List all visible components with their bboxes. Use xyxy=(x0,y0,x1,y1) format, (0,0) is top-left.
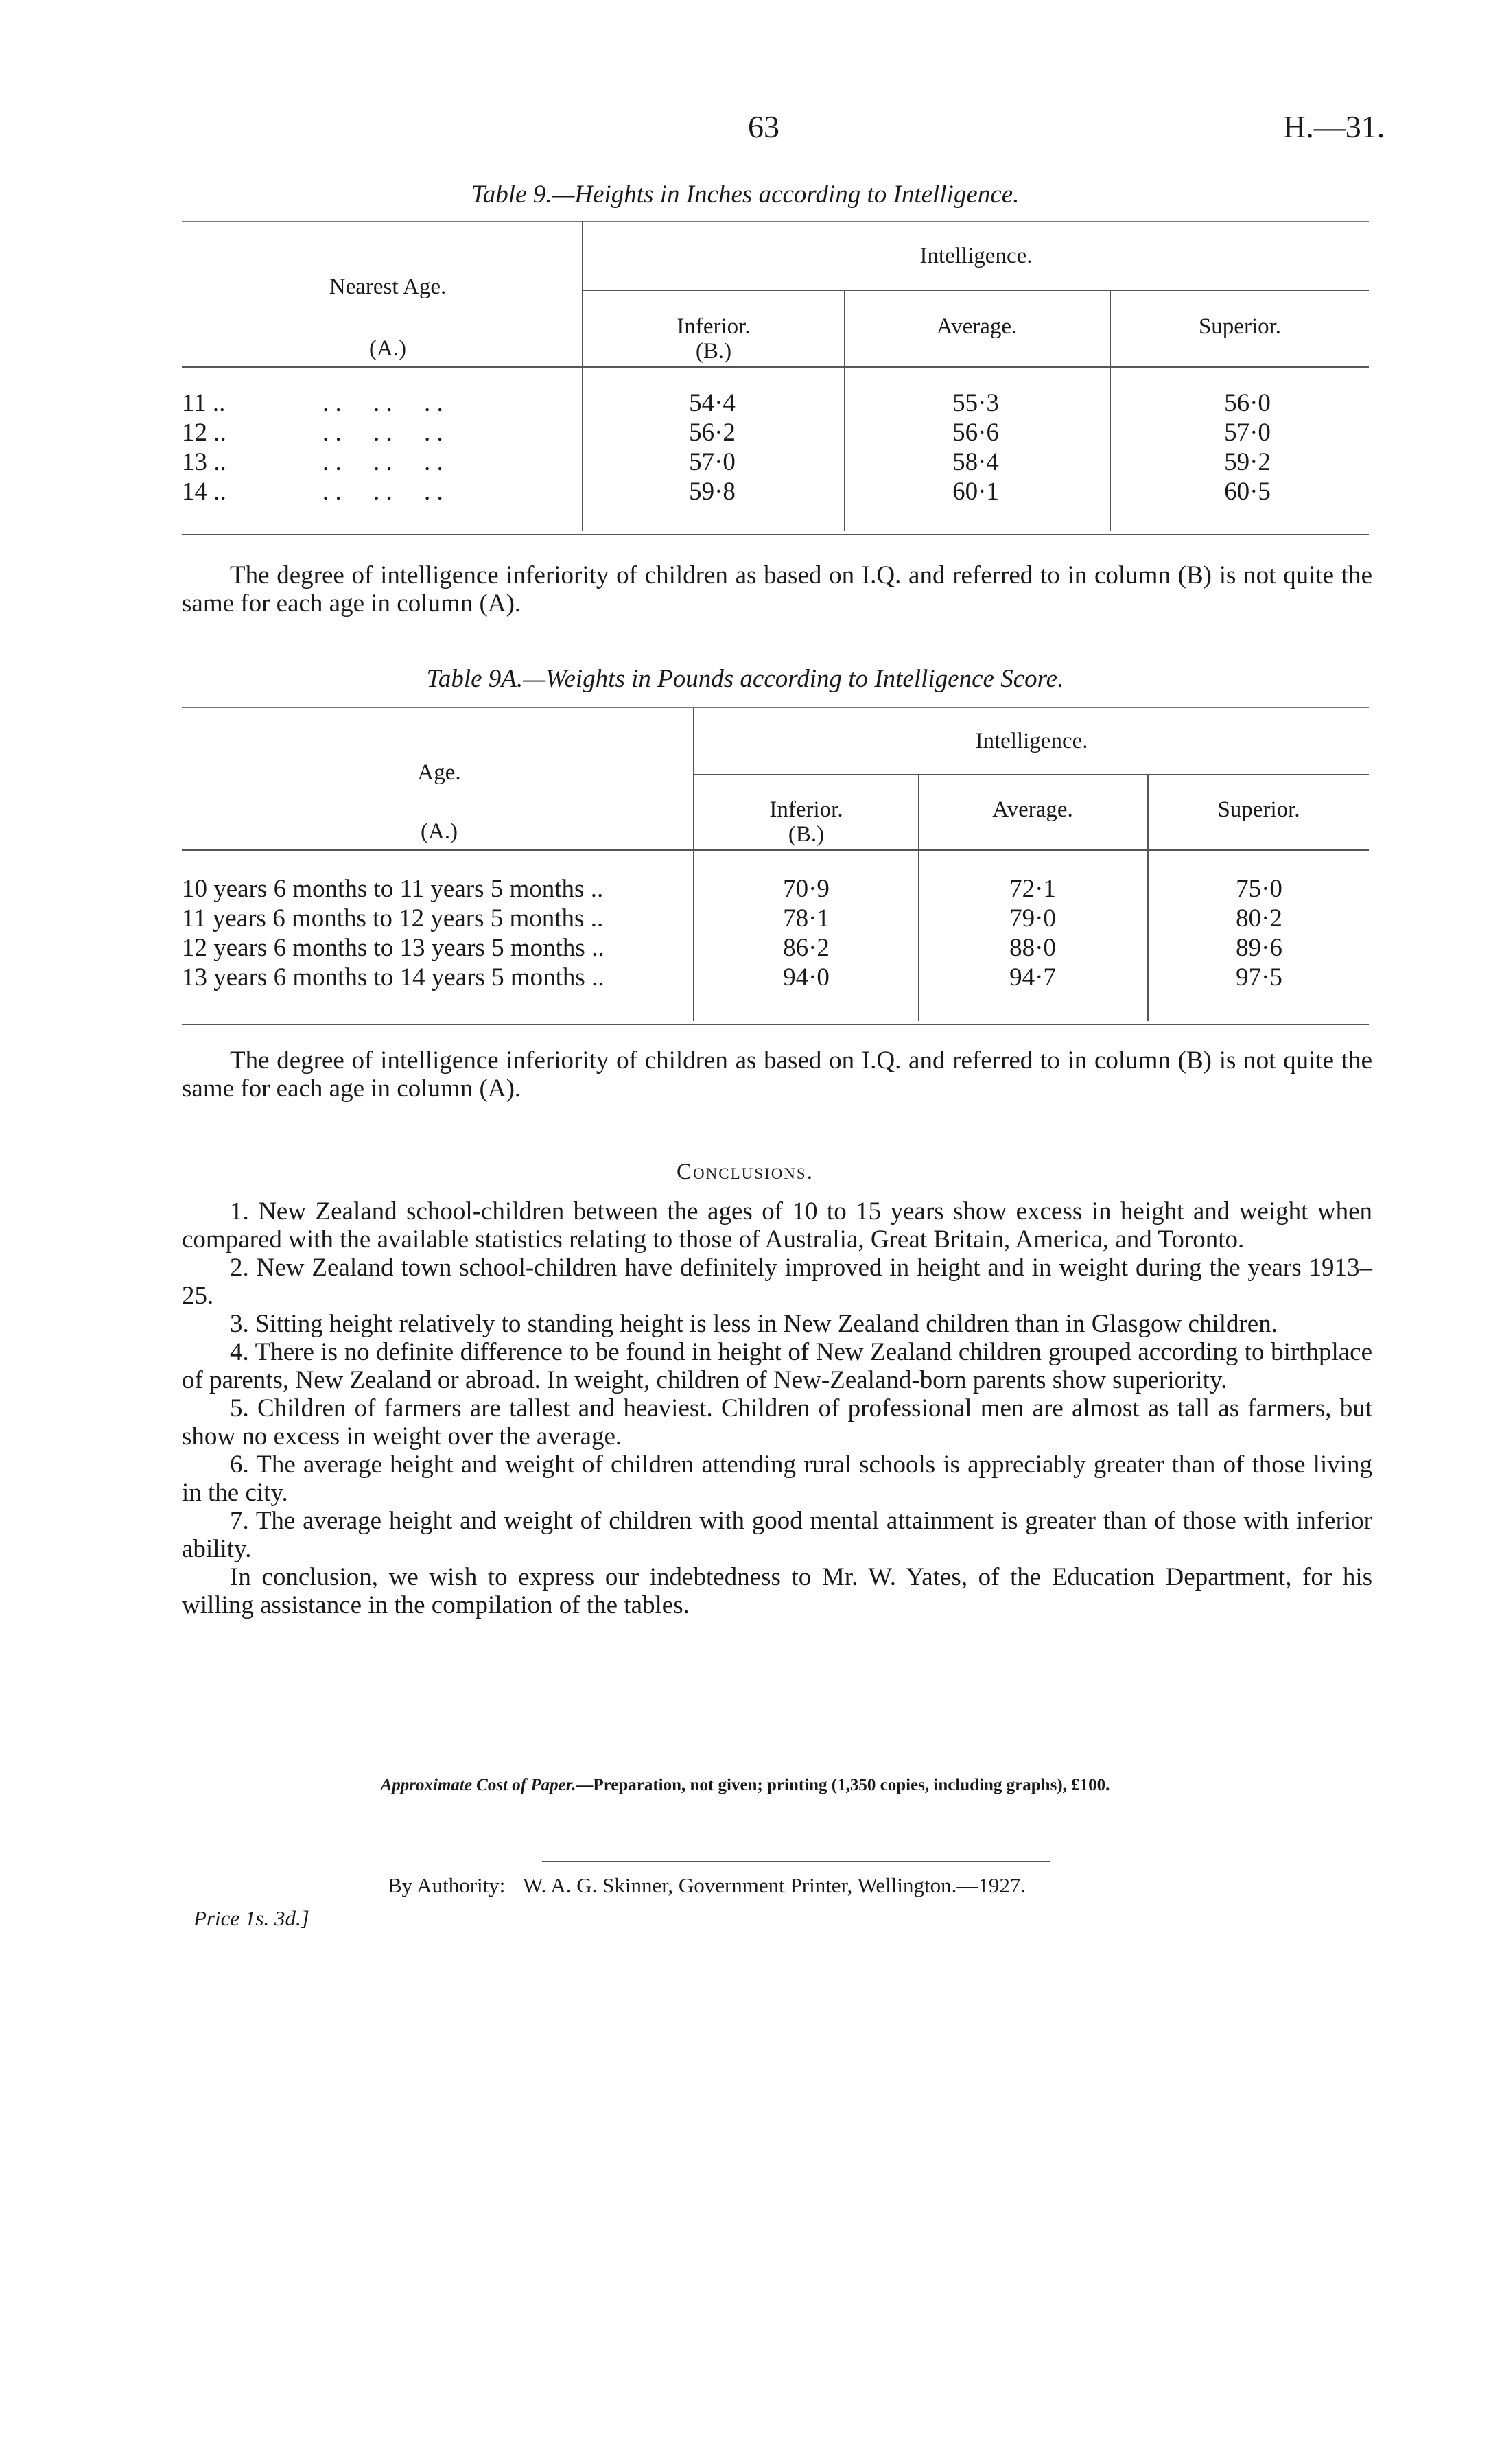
table9-group-header: Intelligence. xyxy=(919,244,1033,268)
table9-age-cell: 13 .. xyxy=(182,448,226,476)
conclusion-item: 2. New Zealand town school-children have definitely improved in height and in weight during the years 1913–25. xyxy=(182,1254,1372,1310)
authority-text: W. A. G. Skinner, Government Printer, Wellington.—1927. xyxy=(523,1873,1026,1897)
table9-age-code: (A.) xyxy=(368,336,407,361)
conclusion-item: 6. The average height and weight of children attending rural schools is appreciably greater than of those living in the city. xyxy=(182,1451,1372,1507)
table9a-value-superior: 97·5 xyxy=(1236,963,1282,992)
table9-value-superior: 57·0 xyxy=(1224,419,1271,447)
table9a-value-inferior: 78·1 xyxy=(783,904,830,932)
page-number: 63 xyxy=(748,109,779,144)
table9-value-superior: 60·5 xyxy=(1224,478,1271,506)
table9-note: The degree of intelligence inferiority of children as based on I.Q. and referred to in column (B) is not quite the same for each age in column (A). xyxy=(182,561,1372,618)
document-reference: H.—31. xyxy=(1283,109,1385,144)
table9-col-inferior-code: (B.) xyxy=(695,339,732,364)
table9-top-rule xyxy=(182,221,1369,222)
table9-value-average: 55·3 xyxy=(952,389,999,417)
conclusions-list xyxy=(182,1197,1372,1619)
table9a-group-rule xyxy=(694,774,1369,775)
cost-label: Approximate Cost of Paper. xyxy=(380,1776,576,1794)
table9a-group-header: Intelligence. xyxy=(975,729,1088,753)
table9-leader-dots: . . . . . . xyxy=(322,389,443,417)
authority-label: By Authority: xyxy=(388,1873,506,1897)
table9-value-inferior: 54·4 xyxy=(689,389,736,417)
table9a-value-average: 72·1 xyxy=(1009,875,1056,903)
table9a-age-cell: 11 years 6 months to 12 years 5 months .. xyxy=(182,904,604,932)
table9-value-superior: 56·0 xyxy=(1224,389,1271,417)
table9-leader-dots: . . . . . . xyxy=(322,419,443,447)
price: Price 1s. 3d.] xyxy=(193,1906,309,1930)
table9-age-cell: 11 .. xyxy=(182,389,226,417)
conclusions-closing: In conclusion, we wish to express our indebtedness to Mr. W. Yates, of the Education Department, for his willing assistance in the compilation of the tables. xyxy=(182,1563,1372,1619)
table9-leader-dots: . . . . . . xyxy=(322,448,443,476)
table9a-value-inferior: 86·2 xyxy=(783,934,830,962)
table9-age-cell: 14 .. xyxy=(182,478,226,506)
table9-caption-title: —Heights in Inches according to Intelligence. xyxy=(552,180,1020,209)
table9-header-rule xyxy=(182,366,1369,368)
conclusions-title xyxy=(128,1160,1363,1185)
table9a-header-rule xyxy=(182,849,1369,851)
cost-of-paper xyxy=(128,1776,1363,1795)
table9-col-inferior: Inferior. xyxy=(677,314,751,339)
table9a-value-superior: 80·2 xyxy=(1236,904,1282,932)
table9-value-inferior: 57·0 xyxy=(689,448,736,476)
table9-value-average: 60·1 xyxy=(952,478,999,506)
conclusion-item: 5. Children of farmers are tallest and heaviest. Children of professional men are almost as tall as farmers, but show no excess in weight over the average. xyxy=(182,1394,1372,1451)
table9-value-inferior: 59·8 xyxy=(689,478,736,506)
table9-value-inferior: 56·2 xyxy=(689,419,736,447)
table9a-top-rule xyxy=(182,707,1369,708)
conclusions-title-text: Conclusions. xyxy=(677,1160,814,1184)
table9a-note: The degree of intelligence inferiority of children as based on I.Q. and referred to in column (B) is not quite the same for each age in column (A). xyxy=(182,1046,1372,1103)
table9a-value-superior: 75·0 xyxy=(1236,875,1282,903)
table9-value-superior: 59·2 xyxy=(1224,448,1271,476)
table9-group-rule xyxy=(583,290,1369,291)
table9a-value-inferior: 94·0 xyxy=(783,963,830,992)
table9a-age-cell: 12 years 6 months to 13 years 5 months .. xyxy=(182,934,604,962)
table9a-value-inferior: 70·9 xyxy=(783,875,830,903)
conclusion-item: 4. There is no definite difference to be found in height of New Zealand children grouped according to birthplace of parents, New Zealand or abroad. In weight, children of New-Zealand-born parents show superiority. xyxy=(182,1338,1372,1394)
conclusion-item: 3. Sitting height relatively to standing height is less in New Zealand children than in Glasgow children. xyxy=(230,1310,1278,1338)
table9a-col-average: Average. xyxy=(992,797,1073,822)
table9a-caption-label: Table 9A. xyxy=(426,665,524,693)
table9a-value-average: 88·0 xyxy=(1009,934,1056,962)
conclusion-item: 1. New Zealand school-children between the ages of 10 to 15 years show excess in height and weight when compared with the available statistics relating to those of Australia, Great Britain, America, and Toronto. xyxy=(182,1197,1372,1254)
table9a-caption xyxy=(128,664,1363,694)
conclusion-item: 7. The average height and weight of children with good mental attainment is greater than of those with inferior ability. xyxy=(182,1507,1372,1563)
table9-caption xyxy=(128,180,1363,209)
table9a-age-cell: 13 years 6 months to 14 years 5 months .. xyxy=(182,963,604,992)
table9a-col-inferior: Inferior. xyxy=(769,797,843,822)
table9a-col-superior: Superior. xyxy=(1217,797,1300,822)
table9-col-average: Average. xyxy=(936,314,1018,339)
table9-age-header: Nearest Age. xyxy=(329,274,447,299)
table9a-caption-title: —Weights in Pounds according to Intelligence Score. xyxy=(523,665,1064,693)
table9a-bottom-rule xyxy=(182,1024,1369,1025)
table9a-value-average: 79·0 xyxy=(1009,904,1056,932)
cost-text: —Preparation, not given; printing (1,350 copies, including graphs), £100. xyxy=(576,1776,1110,1794)
table9-bottom-rule xyxy=(182,534,1369,535)
table9-value-average: 56·6 xyxy=(952,419,999,447)
table9a-col-inferior-code: (B.) xyxy=(788,822,825,847)
table9-col-superior: Superior. xyxy=(1198,314,1282,339)
table9a-value-average: 94·7 xyxy=(1009,963,1056,992)
table9a-value-superior: 89·6 xyxy=(1236,934,1282,962)
table9-caption-label: Table 9. xyxy=(471,180,552,209)
printer-authority xyxy=(388,1873,1026,1898)
table9-age-cell: 12 .. xyxy=(182,419,226,447)
table9-leader-dots: . . . . . . xyxy=(322,478,443,506)
table9a-age-code: (A.) xyxy=(420,819,458,844)
table9-value-average: 58·4 xyxy=(952,448,999,476)
table9a-age-header: Age. xyxy=(417,760,461,785)
table9a-age-cell: 10 years 6 months to 11 years 5 months .. xyxy=(182,875,604,903)
footer-rule xyxy=(542,1861,1050,1862)
